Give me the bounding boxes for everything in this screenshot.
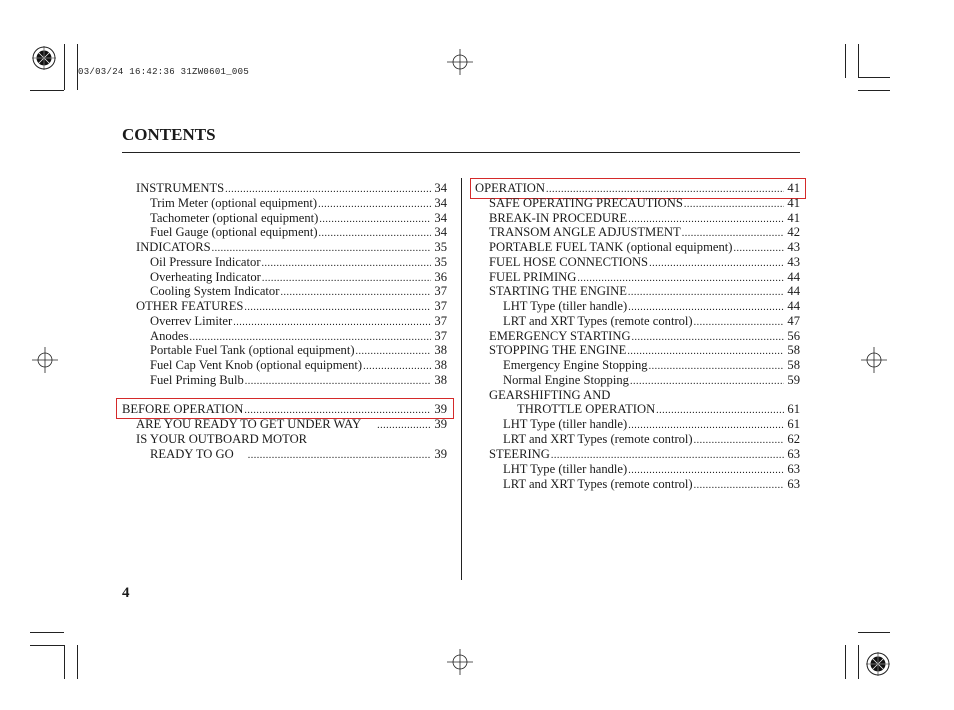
toc-entry[interactable]: INSTRUMENTS ..... 34 xyxy=(136,181,447,196)
toc-entry[interactable]: Trim Meter (optional equipment) ..... 34 xyxy=(150,196,447,211)
crop-mark xyxy=(858,44,859,78)
toc-entry[interactable]: SAFE OPERATING PRECAUTIONS ..... 41 xyxy=(489,196,800,211)
page-number: 4 xyxy=(122,585,130,601)
toc-entry[interactable]: READY TO GO ..... 39 xyxy=(150,447,447,462)
toc-entry[interactable]: Overrev Limiter ..... 37 xyxy=(150,314,447,329)
toc-entry[interactable]: EMERGENCY STARTING ..... 56 xyxy=(489,329,800,344)
toc-entry[interactable]: LRT and XRT Types (remote control) ..... 62 xyxy=(503,432,800,447)
page-title: CONTENTS xyxy=(122,125,216,144)
crop-mark xyxy=(858,632,890,633)
crop-mark xyxy=(858,90,890,91)
print-stamp: 03/03/24 16:42:36 31ZW0601_005 xyxy=(78,67,250,77)
toc-entry[interactable]: Oil Pressure Indicator ..... 35 xyxy=(150,255,447,270)
crop-mark xyxy=(64,645,65,679)
crop-mark xyxy=(30,90,64,91)
toc-entry[interactable]: STEERING ..... 63 xyxy=(489,447,800,462)
crosshair-icon xyxy=(32,347,58,373)
toc-entry[interactable]: FUEL HOSE CONNECTIONS ..... 43 xyxy=(489,255,800,270)
toc-entry[interactable]: LRT and XRT Types (remote control) ..... 63 xyxy=(503,477,800,492)
column-divider xyxy=(461,178,462,580)
toc-entry[interactable]: LHT Type (tiller handle) ..... 63 xyxy=(503,462,800,477)
toc-entry[interactable]: BREAK-IN PROCEDURE ..... 41 xyxy=(489,211,800,226)
toc-entry[interactable]: PORTABLE FUEL TANK (optional equipment) ..... 43 xyxy=(489,240,800,255)
toc-entry[interactable]: Fuel Cap Vent Knob (optional equipment) ..... 38 xyxy=(150,358,447,373)
crosshair-icon xyxy=(447,49,473,75)
registration-target-icon xyxy=(32,46,56,70)
toc-entry[interactable]: OTHER FEATURES ..... 37 xyxy=(136,299,447,314)
toc-entry[interactable]: LHT Type (tiller handle) ..... 44 xyxy=(503,299,800,314)
toc-entry[interactable]: FUEL PRIMING ..... 44 xyxy=(489,270,800,285)
toc-entry[interactable]: Anodes ..... 37 xyxy=(150,329,447,344)
toc-entry[interactable]: INDICATORS ..... 35 xyxy=(136,240,447,255)
toc-entry[interactable]: THROTTLE OPERATION ..... 61 xyxy=(517,402,800,417)
crop-mark xyxy=(845,645,846,679)
toc-entry[interactable]: LHT Type (tiller handle) ..... 61 xyxy=(503,417,800,432)
toc-entry[interactable]: TRANSOM ANGLE ADJUSTMENT ..... 42 xyxy=(489,225,800,240)
crop-mark xyxy=(30,632,64,633)
toc-entry[interactable]: Tachometer (optional equipment) ..... 34 xyxy=(150,211,447,226)
toc-entry[interactable]: GEARSHIFTING AND xyxy=(489,388,611,402)
toc-entry[interactable]: Fuel Gauge (optional equipment) ..... 34 xyxy=(150,225,447,240)
crosshair-icon xyxy=(861,347,887,373)
toc-entry[interactable]: LRT and XRT Types (remote control) ..... 47 xyxy=(503,314,800,329)
toc-section-operation[interactable]: OPERATION ..... 41 xyxy=(475,181,800,196)
toc-entry[interactable]: Normal Engine Stopping ..... 59 xyxy=(503,373,800,388)
toc-entry[interactable]: IS YOUR OUTBOARD MOTOR xyxy=(136,432,308,446)
crop-mark xyxy=(858,645,859,679)
crop-mark xyxy=(30,645,64,646)
toc-entry[interactable]: Fuel Priming Bulb ..... 38 xyxy=(150,373,447,388)
crop-mark xyxy=(64,44,65,90)
toc-entry[interactable]: ARE YOU READY TO GET UNDER WAY ..... 39 xyxy=(136,417,447,432)
crop-mark xyxy=(77,645,78,679)
toc-entry[interactable]: STARTING THE ENGINE ..... 44 xyxy=(489,284,800,299)
toc-entry[interactable]: Overheating Indicator ..... 36 xyxy=(150,270,447,285)
title-rule xyxy=(122,152,800,153)
toc-section-before-operation[interactable]: BEFORE OPERATION ..... 39 xyxy=(122,402,447,417)
toc-entry[interactable]: STOPPING THE ENGINE ..... 58 xyxy=(489,343,800,358)
toc-entry[interactable]: Portable Fuel Tank (optional equipment) ..... 38 xyxy=(150,343,447,358)
crop-mark xyxy=(858,77,890,78)
crop-mark xyxy=(845,44,846,78)
crosshair-icon xyxy=(447,649,473,675)
registration-target-icon xyxy=(866,652,890,676)
toc-entry[interactable]: Cooling System Indicator ..... 37 xyxy=(150,284,447,299)
toc-entry[interactable]: Emergency Engine Stopping ..... 58 xyxy=(503,358,800,373)
